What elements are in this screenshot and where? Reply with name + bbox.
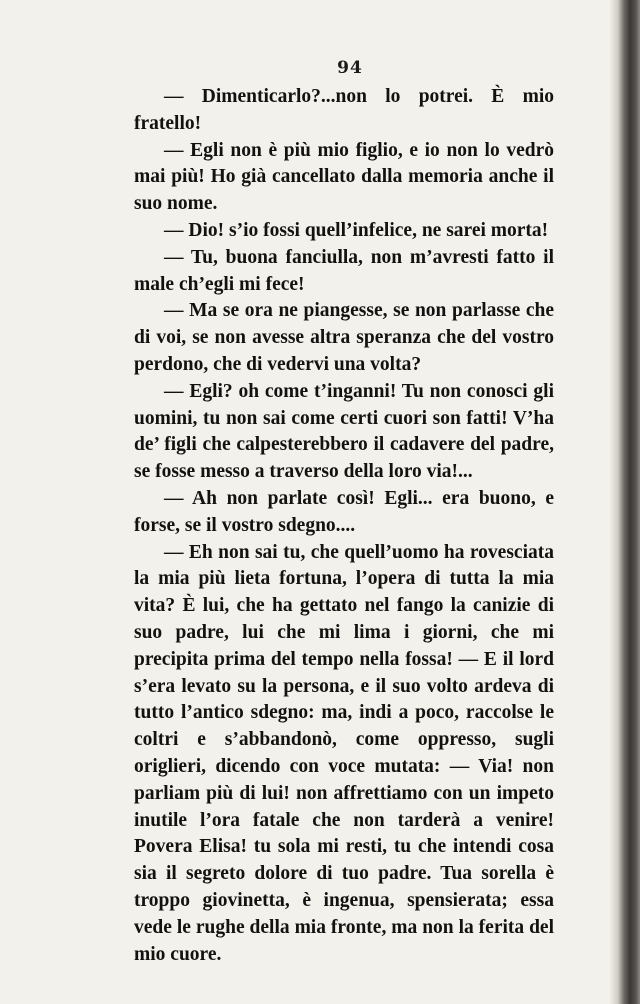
- binding-edge: [610, 0, 640, 1004]
- paragraph: — Tu, buona fanciulla, non m’avresti fatto il male ch’egli mi fece!: [134, 246, 554, 295]
- paragraph: — Egli non è più mio figlio, e io non lo vedrò mai più! Ho già cancellato dalla memoria anche il suo nome.: [134, 139, 554, 215]
- body-text: [134, 84, 554, 968]
- paragraph: — Dimenticarlo?...non lo potrei. È mio fratello!: [134, 86, 554, 134]
- paragraph: — Dio! s’io fossi quell’infelice, ne sarei morta!: [164, 219, 549, 241]
- paragraph: — Ah non parlate così! Egli... era buono, e forse, se il vostro sdegno....: [134, 487, 554, 536]
- paragraph: — Ma se ora ne piangesse, se non parlasse che di voi, se non avesse altra speranza che del vostro perdono, che di vedervi una volta?: [134, 300, 554, 375]
- page-number: 94: [337, 58, 363, 78]
- paragraph: — Eh non sai tu, che quell’uomo ha rovesciata la mia più lieta fortuna, l’opera di tutta la mia vita? È lui, che ha gettato nel fango la canizie di suo padre, lui che mi lima i giorni, che mi precipita prima del tempo nella fossa! — E il lord s’era levato su la persona, e il suo volto ardeva di tutto l’antico sdegno: ma, indi a poco, raccolse le coltri e s’abbandonò, come oppresso, sugli origlieri, dicendo con voce mutata: — Via! non parliam più di lui! non affrettiamo con un impeto inutile l’ora fatale che non tarderà a venire! Povera Elisa! tu sola mi resti, tu che intendi cosa sia il segreto dolore di tuo padre. Tua sorella è troppo giovinetta, è ingenua, spensierata; essa vede le rughe della mia fronte, ma non la ferita del mio cuore.: [134, 541, 554, 965]
- paragraph: — Egli? oh come t’inganni! Tu non conosci gli uomini, tu non sai come certi cuori son fatti! V’ha de’ figli che calpesterebbero il cadavere del padre, se fosse messo a traverso della loro via!...: [134, 380, 554, 483]
